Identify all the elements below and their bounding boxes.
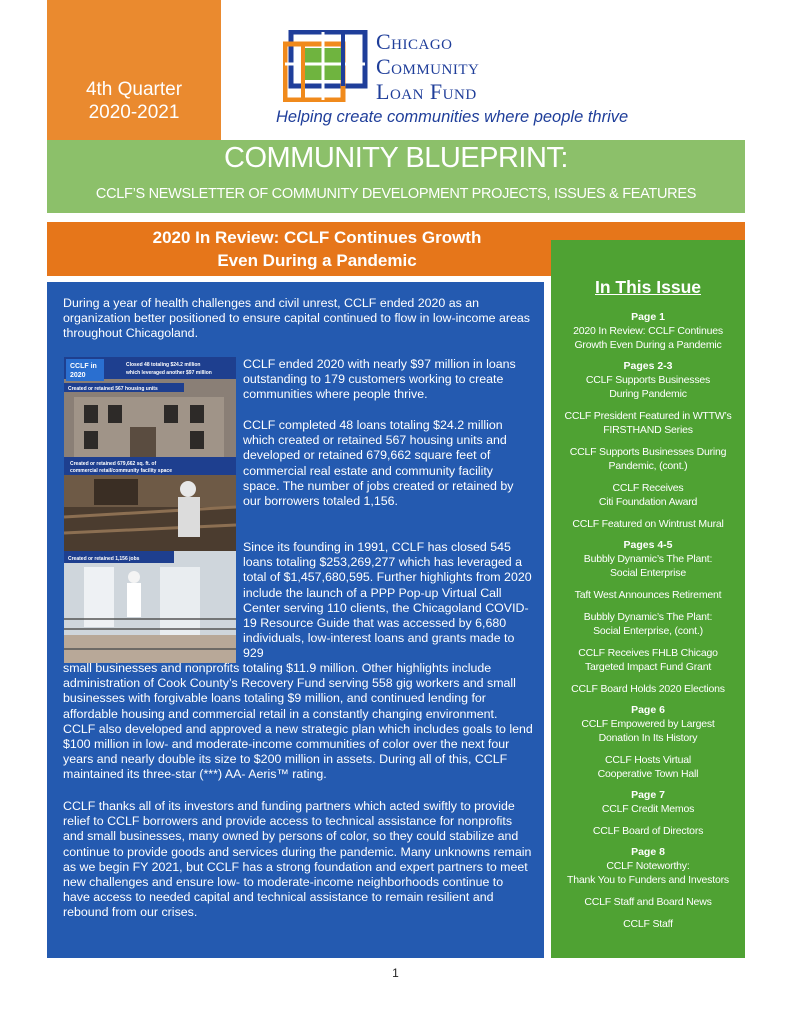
toc-item[interactable] — [553, 409, 743, 437]
toc-item-line: CCLF Empowered by Largest — [581, 718, 715, 730]
toc-page-label: Page 8 — [631, 846, 665, 858]
toc-item-line: CCLF Noteworthy: — [606, 860, 690, 872]
article-paragraph-completed: CCLF completed 48 loans totaling $24.2 million which created or retained 567 housing units and developed or retained 679,662 square feet of commercial real estate and community facility space. The number of jobs created or retained by our borrowers totaled 1,156. — [243, 418, 514, 509]
headline-line-2: Even During a Pandemic — [217, 251, 417, 270]
toc-item[interactable] — [553, 481, 743, 509]
toc-title: In This Issue — [595, 277, 701, 297]
collage-badge-line1: CCLF in — [70, 363, 97, 370]
toc-item[interactable] — [553, 802, 743, 816]
toc-item-line: CCLF Receives FHLB Chicago — [578, 647, 718, 659]
toc-item[interactable] — [553, 717, 743, 745]
article-body — [47, 282, 544, 958]
toc-item[interactable] — [553, 552, 743, 580]
toc-item[interactable] — [553, 588, 743, 602]
logo-line-chicago: Chicago — [376, 29, 453, 54]
article-paragraph-founding-cont: small businesses and nonprofits totaling $11.9 million. Other highlights include administration of Cook County’s Recovery Fund serving 558 gig workers and small businesses with forgivable loans totaling $9 million, and continued lending for affordable housing and commercial retail in a constantly changing environment. CCLF also developed and approved a new strategic plan which includes goals to lend $100 million in low- and moderate-income communities of color over the next four years and nearly double its size to $200 million in assets. During all of this, CCLF maintained its three-star (***) AA- Aeris™ rating. — [63, 661, 533, 782]
newsletter-subtitle: CCLF’S NEWSLETTER OF COMMUNITY DEVELOPMENT PROJECTS, ISSUES & FEATURES — [95, 186, 697, 202]
collage-closed-line1: Closed 48 totaling $24.2 million — [126, 362, 201, 368]
collage-jobs-label: Created or retained 1,156 jobs — [68, 556, 140, 562]
toc-item-line: CCLF Featured on Wintrust Mural — [572, 518, 724, 530]
toc-item[interactable] — [553, 859, 743, 887]
year-range-label: 2020-2021 — [88, 102, 180, 123]
toc-item[interactable] — [553, 753, 743, 781]
toc-page-label: Page 1 — [631, 311, 665, 323]
toc-list — [553, 311, 743, 939]
toc-item-line: FIRSTHAND Series — [603, 424, 693, 436]
toc-item[interactable] — [553, 324, 743, 352]
collage-image — [64, 357, 236, 663]
toc-item[interactable] — [553, 517, 743, 531]
logo-line-loan-fund: Loan Fund — [376, 79, 477, 104]
toc-page-label: Page 6 — [631, 704, 665, 716]
toc-item-line: CCLF Staff — [623, 918, 673, 930]
quarter-label: 4th Quarter — [85, 79, 183, 100]
toc-item[interactable] — [553, 917, 743, 931]
toc-item-line: Growth Even During a Pandemic — [574, 339, 722, 351]
toc-item-line: Bubbly Dynamic’s The Plant: — [583, 611, 713, 623]
stats-photo-collage — [64, 357, 236, 663]
collage-commercial-line1: Created or retained 679,662 sq. ft. of — [70, 461, 157, 467]
toc-item[interactable] — [553, 682, 743, 696]
toc-item-line: 2020 In Review: CCLF Continues — [573, 325, 723, 337]
toc-item[interactable] — [553, 373, 743, 401]
toc-item-line: CCLF Staff and Board News — [584, 896, 712, 908]
toc-item-line: Thank You to Funders and Investors — [567, 874, 729, 886]
logo-wordmark — [376, 29, 479, 104]
collage-commercial-line2: commercial retail/community facility space — [70, 468, 172, 474]
toc-item-line: Social Enterprise — [610, 567, 686, 579]
toc-item-line: CCLF Board Holds 2020 Elections — [571, 683, 725, 695]
toc-item[interactable] — [553, 646, 743, 674]
logo-line-community: Community — [376, 54, 480, 79]
toc-item[interactable] — [553, 824, 743, 838]
newsletter-title: COMMUNITY BLUEPRINT: — [224, 142, 568, 174]
toc-item-line: CCLF Supports Businesses During — [569, 446, 727, 458]
toc-item-line: Cooperative Town Hall — [597, 768, 699, 780]
toc-item-line: CCLF Supports Businesses — [585, 374, 711, 386]
toc-item-line: CCLF Credit Memos — [601, 803, 695, 815]
toc-item[interactable] — [553, 610, 743, 638]
toc-item-line: CCLF President Featured in WTTW’s — [564, 410, 732, 422]
toc-item-line: CCLF Receives — [612, 482, 684, 494]
toc-item-line: Targeted Impact Fund Grant — [584, 661, 712, 673]
article-headline — [47, 226, 587, 272]
collage-badge-line2: 2020 — [70, 372, 86, 379]
toc-item[interactable] — [553, 445, 743, 473]
article-paragraph-founding: Since its founding in 1991, CCLF has closed 545 loans totaling $253,269,277 which has leveraged a total of $1,457,680,595. Further highlights from 2020 include the launch of a PPP Pop-up Virtual Call Center serving 110 clients, the Chicagoland COVID-19 Resource Guide that was accessed by 6,680 individuals, low-interest loans and grants made to 929 — [243, 540, 532, 661]
article-paragraph-thanks: CCLF thanks all of its investors and funding partners which acted swiftly to provide relief to CCLF borrowers and provide access to technical assistance for nonprofits and small businesses, many owned by persons of color, so they could stabilize and continue to provide goods and services during the pandemic. Many unknowns remain as we begin FY 2021, but CCLF has a strong foundation and expert partners to meet new challenges and ensure low- to moderate-income neighborhoods continue to have access to needed capital and technical assistance to remain resilient and rebound from our crises. — [63, 799, 532, 920]
toc-item-line: Social Enterprise, (cont.) — [593, 625, 703, 637]
article-intro: During a year of health challenges and civil unrest, CCLF ended 2020 as an organization better positioned to ensure capital continued to flow in low-income areas throughout Chicagoland. — [63, 296, 530, 341]
collage-closed-line2: which leveraged another $97 million — [126, 370, 212, 376]
toc-item-line: Citi Foundation Award — [598, 496, 698, 508]
toc-item[interactable] — [553, 895, 743, 909]
toc-item-line: Taft West Announces Retirement — [574, 589, 722, 601]
page-number: 1 — [392, 966, 399, 980]
toc-page-label: Page 7 — [631, 789, 665, 801]
tagline: Helping create communities where people thrive — [276, 108, 629, 126]
title-banner — [47, 140, 745, 213]
article-paragraph-loans: CCLF ended 2020 with nearly $97 million in loans outstanding to 179 customers working to create communities where people thrive. — [243, 357, 516, 402]
toc-item-line: Donation In Its History — [598, 732, 698, 744]
toc-item-line: Bubbly Dynamic’s The Plant: — [583, 553, 713, 565]
toc-item-line: CCLF Hosts Virtual — [604, 754, 692, 766]
toc-item-line: Pandemic, (cont.) — [608, 460, 688, 472]
toc-page-label: Pages 4-5 — [623, 539, 673, 551]
toc-item-line: During Pandemic — [609, 388, 687, 400]
collage-housing-label: Created or retained 567 housing units — [68, 386, 158, 392]
toc-item-line: CCLF Board of Directors — [592, 825, 704, 837]
cclf-logo-icon — [283, 30, 369, 102]
toc-page-label: Pages 2-3 — [623, 360, 673, 372]
headline-line-1: 2020 In Review: CCLF Continues Growth — [152, 228, 482, 247]
